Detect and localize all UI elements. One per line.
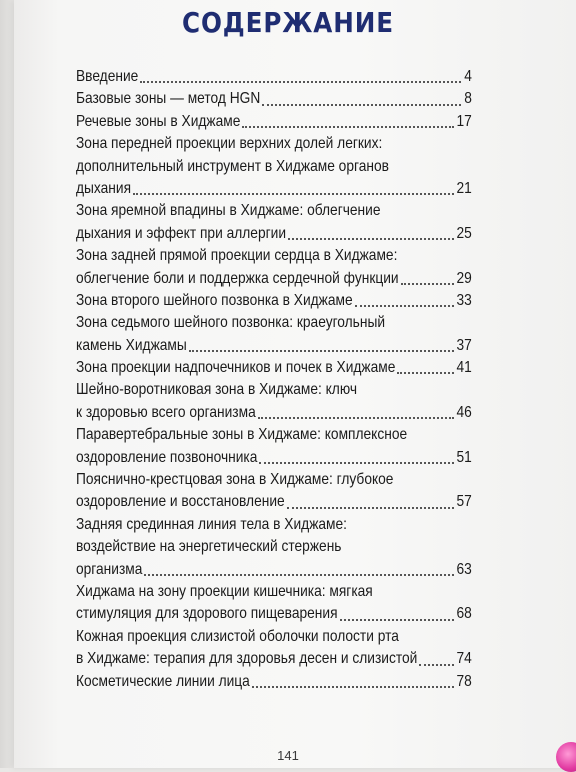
- toc-entry-text: к здоровью всего организма: [76, 403, 256, 421]
- toc-entry[interactable]: [76, 626, 472, 671]
- toc-entry[interactable]: [76, 357, 472, 379]
- toc-entry-line: [76, 335, 472, 357]
- dot-leader: [189, 350, 454, 352]
- toc-page-number: 41: [456, 359, 472, 377]
- toc-entry-text: Паравертебральные зоны в Хиджаме: комплексное: [76, 426, 408, 444]
- page-title: СОДЕРЖАНИЕ: [182, 6, 394, 39]
- toc-page-number: 21: [456, 179, 472, 197]
- toc-entry-line: [76, 178, 472, 200]
- toc-entry-text: Зона проекции надпочечников и почек в Хиджаме: [76, 359, 396, 377]
- toc-entry[interactable]: [76, 245, 472, 290]
- dot-leader: [401, 283, 454, 285]
- toc-entry-text: Хиджама на зону проекции кишечника: мягкая: [76, 582, 373, 600]
- toc-entry[interactable]: [76, 514, 472, 581]
- toc-entry[interactable]: [76, 469, 472, 514]
- toc-page-number: 63: [456, 560, 472, 578]
- book-spine-shadow: [0, 0, 14, 768]
- toc-entry-text: оздоровление позвоночника: [76, 448, 258, 466]
- toc-entry-line: [76, 626, 472, 648]
- toc-entry-text: Введение: [76, 68, 139, 85]
- dot-leader: [419, 664, 453, 666]
- toc-entry-line: [76, 402, 472, 424]
- toc-entry[interactable]: [76, 88, 472, 110]
- toc-page-number: 46: [456, 403, 472, 421]
- toc-page-number: 78: [456, 672, 472, 690]
- toc-entry-text: Базовые зоны — метод HGN: [76, 90, 261, 108]
- toc-entry[interactable]: [76, 290, 472, 312]
- toc-entry-line: [76, 469, 472, 491]
- table-of-contents: [76, 66, 472, 693]
- toc-entry-text: дыхания и эффект при аллергии: [76, 224, 287, 242]
- toc-entry-line: [76, 559, 472, 581]
- toc-entry[interactable]: [76, 312, 472, 357]
- toc-entry[interactable]: [76, 133, 472, 200]
- toc-entry-line: [76, 581, 472, 603]
- toc-entry-text: в Хиджаме: терапия для здоровья десен и слизистой: [76, 650, 418, 668]
- toc-entry-line: [76, 66, 472, 88]
- dot-leader: [144, 574, 453, 576]
- toc-page-number: 29: [456, 269, 472, 287]
- toc-entry-line: [76, 156, 472, 178]
- dot-leader: [288, 238, 454, 240]
- toc-entry-text: облегчение боли и поддержка сердечной функции: [76, 269, 399, 287]
- toc-page-number: 25: [456, 224, 472, 242]
- toc-entry-text: Зона яремной впадины в Хиджаме: облегчение: [76, 202, 381, 220]
- toc-page-number: 57: [456, 493, 472, 511]
- toc-entry[interactable]: [76, 379, 472, 424]
- dot-leader: [140, 81, 461, 83]
- dot-leader: [259, 462, 453, 464]
- toc-entry-text: воздействие на энергетический стержень: [76, 538, 342, 556]
- toc-entry-line: [76, 290, 472, 312]
- toc-entry-text: Кожная проекция слизистой оболочки полости рта: [76, 627, 399, 645]
- toc-page-number: 51: [456, 448, 472, 466]
- toc-entry-line: [76, 111, 472, 133]
- toc-entry-text: дополнительный инструмент в Хиджаме органов: [76, 157, 389, 175]
- toc-entry-line: [76, 603, 472, 625]
- toc-entry-line: [76, 245, 472, 267]
- toc-entry-text: стимуляция для здорового пищеварения: [76, 605, 338, 623]
- toc-entry-line: [76, 357, 472, 379]
- toc-entry-text: Зона седьмого шейного позвонка: краеугольный: [76, 314, 386, 332]
- toc-entry-line: [76, 648, 472, 670]
- dot-leader: [133, 193, 454, 195]
- toc-entry-line: [76, 88, 472, 110]
- toc-entry-line: [76, 491, 472, 513]
- toc-entry-text: камень Хиджамы: [76, 336, 187, 354]
- dot-leader: [355, 305, 454, 307]
- dot-leader: [252, 686, 454, 688]
- toc-entry-text: Зона второго шейного позвонка в Хиджаме: [76, 291, 353, 309]
- toc-entry[interactable]: [76, 111, 472, 133]
- dot-leader: [242, 126, 453, 128]
- toc-entry[interactable]: [76, 671, 472, 693]
- toc-page-number: 33: [456, 291, 472, 309]
- toc-entry[interactable]: [76, 581, 472, 626]
- dot-leader: [287, 507, 454, 509]
- dot-leader: [262, 104, 461, 106]
- toc-entry[interactable]: [76, 66, 472, 88]
- toc-entry-text: Зона задней прямой проекции сердца в Хиджаме:: [76, 247, 398, 265]
- toc-page-number: 4: [464, 68, 472, 85]
- toc-entry-text: Шейно-воротниковая зона в Хиджаме: ключ: [76, 381, 358, 399]
- toc-entry-text: Задняя срединная линия тела в Хиджаме:: [76, 515, 347, 533]
- dot-leader: [397, 372, 453, 374]
- dot-leader: [258, 417, 454, 419]
- page-number: 141: [277, 748, 299, 763]
- toc-entry-line: [76, 200, 472, 222]
- toc-entry-line: [76, 268, 472, 290]
- toc-page-number: 37: [456, 336, 472, 354]
- toc-entry-line: [76, 424, 472, 446]
- toc-entry-line: [76, 312, 472, 334]
- toc-page-number: 68: [456, 605, 472, 623]
- dot-leader: [340, 619, 454, 621]
- toc-entry-text: Речевые зоны в Хиджаме: [76, 112, 241, 130]
- toc-page-number: 74: [456, 650, 472, 668]
- toc-entry-text: оздоровление и восстановление: [76, 493, 285, 511]
- toc-entry-line: [76, 671, 472, 693]
- toc-entry-text: Пояснично-крестцовая зона в Хиджаме: глубокое: [76, 471, 394, 489]
- toc-entry[interactable]: [76, 424, 472, 469]
- toc-entry-line: [76, 447, 472, 469]
- toc-entry[interactable]: [76, 200, 472, 245]
- toc-entry-line: [76, 379, 472, 401]
- toc-entry-text: Косметические линии лица: [76, 672, 250, 690]
- toc-entry-line: [76, 514, 472, 536]
- toc-page-number: 8: [464, 90, 472, 108]
- toc-entry-text: Зона передней проекции верхних долей легких:: [76, 135, 383, 153]
- toc-entry-text: дыхания: [76, 179, 132, 197]
- toc-entry-line: [76, 536, 472, 558]
- toc-page-number: 17: [456, 112, 472, 130]
- toc-entry-line: [76, 223, 472, 245]
- toc-entry-line: [76, 133, 472, 155]
- toc-entry-text: организма: [76, 560, 143, 578]
